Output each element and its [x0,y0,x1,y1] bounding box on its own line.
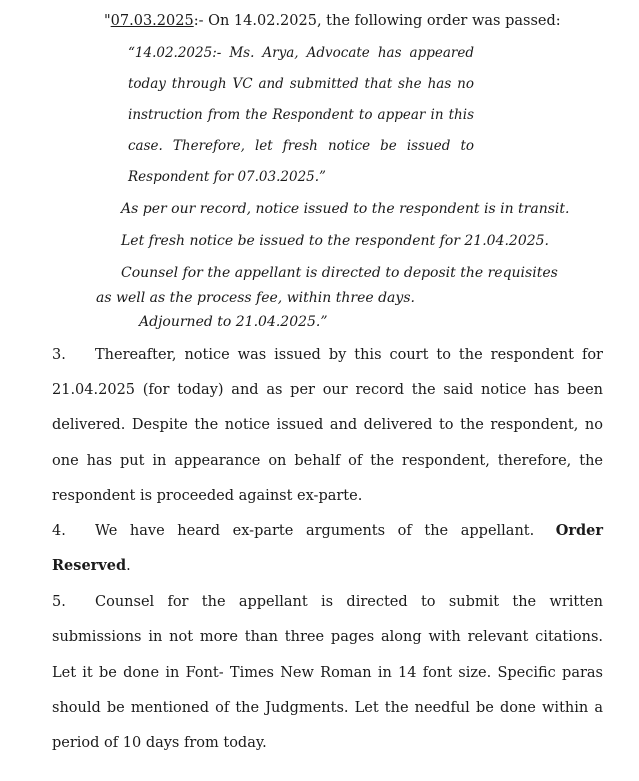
reserved-label: Reserved [52,557,127,574]
quote-paragraph: as well as the process fee, within three days. [96,290,415,306]
para-line: Thereafter, notice was issued by this court to the respondent for [95,347,603,363]
para-line: should be mentioned of the Judgments. Let the needful be done within a [52,700,603,716]
quote-paragraph: Adjourned to 21.04.2025.” [139,314,328,330]
para-line: one has put in appearance on behalf of the respondent, therefore, the [52,453,603,469]
para-number: 4. [52,523,66,539]
para-number: 5. [52,594,66,610]
quote-paragraph: Counsel for the appellant is directed to deposit the requisites [121,265,558,281]
quote-heading-line [104,11,561,31]
inner-quote-line: instruction from the Respondent to appear in this [128,107,474,123]
para-line: 21.04.2025 (for today) and as per our record the said notice has been [52,382,603,398]
order-heading-text: :- On 14.02.2025, the following order was passed: [193,13,561,29]
inner-quote-line: today through VC and submitted that she has no [128,76,474,92]
quote-paragraph: As per our record, notice issued to the respondent is in transit. [121,201,570,217]
order-label: Order [555,522,603,539]
para-line [95,521,603,541]
para-line: respondent is proceeded against ex-parte. [52,488,363,504]
inner-quote-line: Respondent for 07.03.2025.” [128,169,326,185]
para-line: delivered. Despite the notice issued and delivered to the respondent, no [52,417,603,433]
para-line: submissions in not more than three pages along with relevant citations. [52,629,603,645]
period: . [126,558,131,574]
quote-open-mark: " [104,13,111,29]
inner-quote-line: “14.02.2025:- Ms. Arya, Advocate has appeared [128,45,474,61]
order-date: 07.03.2025 [110,13,194,29]
para-line: period of 10 days from today. [52,735,267,751]
para-line: Let it be done in Font- Times New Roman in 14 font size. Specific paras [52,665,603,681]
para-line [52,556,131,576]
para4-text: We have heard ex-parte arguments of the appellant. [95,523,535,539]
para-number: 3. [52,347,66,363]
quote-paragraph: Let fresh notice be issued to the respondent for 21.04.2025. [121,233,550,249]
inner-quote-line: case. Therefore, let fresh notice be issued to [128,138,474,154]
para-line: Counsel for the appellant is directed to submit the written [95,594,603,610]
